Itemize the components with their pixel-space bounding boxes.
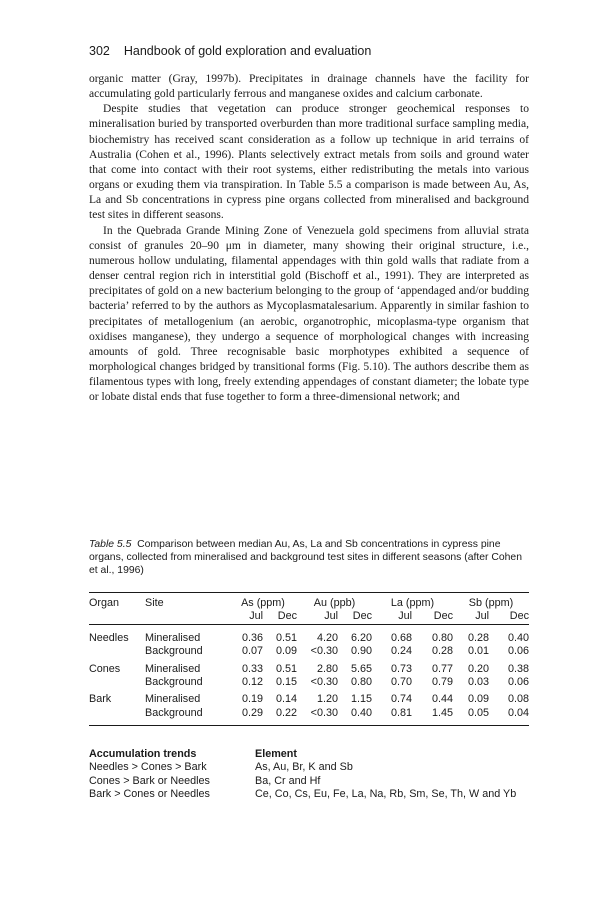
value-cell: 0.51 [275, 631, 297, 644]
value-cell: 6.20 [350, 631, 372, 644]
value-cell: 4.20 [316, 631, 338, 644]
table-row [89, 707, 529, 720]
value-cell: 0.29 [241, 706, 263, 719]
page-number: 302 [89, 44, 110, 58]
value-cell: 0.24 [390, 645, 412, 658]
paragraph: organic matter (Gray, 1997b). Precipitates in drainage channels have the facility for accumulating gold particularly ferrous and manganese oxides and calcium carbonate. [89, 73, 529, 101]
trend-row [89, 775, 531, 788]
table-header-row [89, 597, 529, 610]
running-header [89, 44, 529, 58]
concentration-table [89, 592, 529, 726]
value-cell: 0.77 [431, 662, 453, 675]
value-cell: <0.30 [310, 676, 338, 689]
body-text [89, 72, 529, 405]
organ-cell: Bark [89, 693, 112, 706]
table-row [89, 632, 529, 645]
value-cell: 0.74 [390, 693, 412, 706]
site-cell: Mineralised [145, 662, 201, 675]
organ-cell: Needles [89, 631, 129, 644]
value-cell: 1.15 [350, 693, 372, 706]
value-cell: 0.79 [431, 676, 453, 689]
value-cell: 0.28 [431, 645, 453, 658]
subcol-header: Dec [352, 610, 372, 623]
value-cell: 5.65 [350, 662, 372, 675]
value-cell: 0.15 [275, 676, 297, 689]
element-cell: Ce, Co, Cs, Eu, Fe, La, Na, Rb, Sm, Se, Th, W and Yb [255, 787, 517, 800]
paragraph: In the Quebrada Grande Mining Zone of Venezuela gold specimens from alluvial strata consist of granules 20–90 μm in diameter, many showing their original structure, i.e., numerous hollow undulating, filamental appendages with thin gold walls that radiate from a denser central region rich in interstitial gold (Bischoff et al., 1991). They are interpreted as precipitates of gold on a new bacterium belonging to the group of ‘appendaged and/or budding bacteria’ referred to by the authors as Mycoplasmatalesarium. Apparently in similar fashion to precipitates of metallogenium (an aerobic, organotrophic, micoplasma-type organism that oxidises manganese), they undergo a sequence of morphological changes with increasing amounts of gold. Three recognisable basic morphotypes exhibited a sequence of morphological changes bridged by transitional forms (Fig. 5.10). The authors describe them as filamentous types with long, freely extending appendages of constant diameter; the lobate type or lobate distal ends that fuse together to form a three-dimensional network; and [89, 224, 529, 404]
value-cell: 0.07 [241, 645, 263, 658]
value-cell: 0.19 [241, 693, 263, 706]
value-cell: 0.20 [467, 662, 489, 675]
col-group-as: As (ppm) [241, 597, 285, 609]
table-caption [89, 538, 531, 577]
organ-cell [89, 676, 145, 689]
subcol-header: Dec [277, 610, 297, 623]
value-cell: 0.40 [350, 706, 372, 719]
organ-cell [89, 645, 145, 658]
subcol-header: Jul [249, 610, 263, 623]
value-cell: 0.33 [241, 662, 263, 675]
site-cell: Background [145, 706, 203, 719]
value-cell: 0.73 [390, 662, 412, 675]
trends-header: Accumulation trends [89, 748, 197, 760]
value-cell: 0.90 [350, 645, 372, 658]
value-cell: 0.09 [467, 693, 489, 706]
value-cell: 0.05 [467, 706, 489, 719]
element-header: Element [255, 748, 298, 760]
value-cell: 0.14 [275, 693, 297, 706]
col-group-la: La (ppm) [390, 597, 435, 609]
table-row [89, 676, 529, 689]
value-cell: 0.28 [467, 631, 489, 644]
value-cell: 0.40 [507, 631, 529, 644]
trend-cell: Cones > Bark or Needles [89, 774, 210, 787]
value-cell: 1.20 [316, 693, 338, 706]
value-cell: 0.38 [507, 662, 529, 675]
subcol-header: Jul [475, 610, 489, 623]
value-cell: 0.51 [275, 662, 297, 675]
subcol-header: Jul [324, 610, 338, 623]
col-header-organ: Organ [89, 597, 120, 609]
site-cell: Mineralised [145, 631, 201, 644]
table-label: Table 5.5 [89, 539, 132, 550]
trends-header-row [89, 748, 531, 761]
table-row [89, 693, 529, 706]
subcol-header: Dec [509, 610, 529, 623]
element-cell: As, Au, Br, K and Sb [255, 761, 353, 774]
value-cell: 0.04 [507, 706, 529, 719]
organ-cell: Cones [89, 662, 121, 675]
site-cell: Background [145, 676, 203, 689]
value-cell: 0.68 [390, 631, 412, 644]
trend-cell: Bark > Cones or Needles [89, 787, 210, 800]
value-cell: 0.70 [390, 676, 412, 689]
trend-cell: Needles > Cones > Bark [89, 761, 207, 774]
value-cell: 0.08 [507, 693, 529, 706]
subcol-header: Jul [398, 610, 412, 623]
value-cell: 0.09 [275, 645, 297, 658]
site-cell: Background [145, 645, 203, 658]
value-cell: 0.06 [507, 645, 529, 658]
table-row [89, 663, 529, 676]
element-cell: Ba, Cr and Hf [255, 774, 321, 787]
col-header-site: Site [145, 597, 164, 609]
site-cell: Mineralised [145, 693, 201, 706]
value-cell: 1.45 [431, 706, 453, 719]
value-cell: 0.12 [241, 676, 263, 689]
accumulation-trends-table [89, 748, 531, 801]
value-cell: 0.06 [507, 676, 529, 689]
organ-cell [89, 707, 145, 720]
subcol-header: Dec [433, 610, 453, 623]
value-cell: <0.30 [310, 645, 338, 658]
col-group-au: Au (ppb) [313, 597, 356, 609]
value-cell: 0.36 [241, 631, 263, 644]
value-cell: 0.01 [467, 645, 489, 658]
running-title: Handbook of gold exploration and evaluation [123, 44, 372, 58]
paragraph: Despite studies that vegetation can produce stronger geochemical responses to mineralisation buried by transported overburden than more traditional surface sampling media, biochemistry has received scant consideration as a follow up technique in arid terrains of Australia (Cohen et al., 1996). Plants selectively extract metals from soils and ground water that come into contact with their root systems, either redistributing the metals into various organs or exuding them via transpiration. In Table 5.5 a comparison is made between Au, As, La and Sb concentrations in cypress pine organs collected from mineralised and background test sites in different seasons. [89, 103, 529, 222]
value-cell: 2.80 [316, 662, 338, 675]
table-subheader-row [89, 610, 529, 624]
value-cell: 0.80 [431, 631, 453, 644]
table-row [89, 645, 529, 658]
col-group-sb: Sb (ppm) [468, 597, 514, 609]
value-cell: 0.80 [350, 676, 372, 689]
trend-row [89, 788, 531, 801]
value-cell: <0.30 [310, 706, 338, 719]
value-cell: 0.44 [431, 693, 453, 706]
value-cell: 0.22 [275, 706, 297, 719]
value-cell: 0.03 [467, 676, 489, 689]
caption-text: Comparison between median Au, As, La and Sb concentrations in cypress pine organs, collected from mineralised and background test sites in different seasons (after Cohen et al., 1996) [89, 539, 522, 576]
value-cell: 0.81 [390, 706, 412, 719]
trend-row [89, 761, 531, 774]
